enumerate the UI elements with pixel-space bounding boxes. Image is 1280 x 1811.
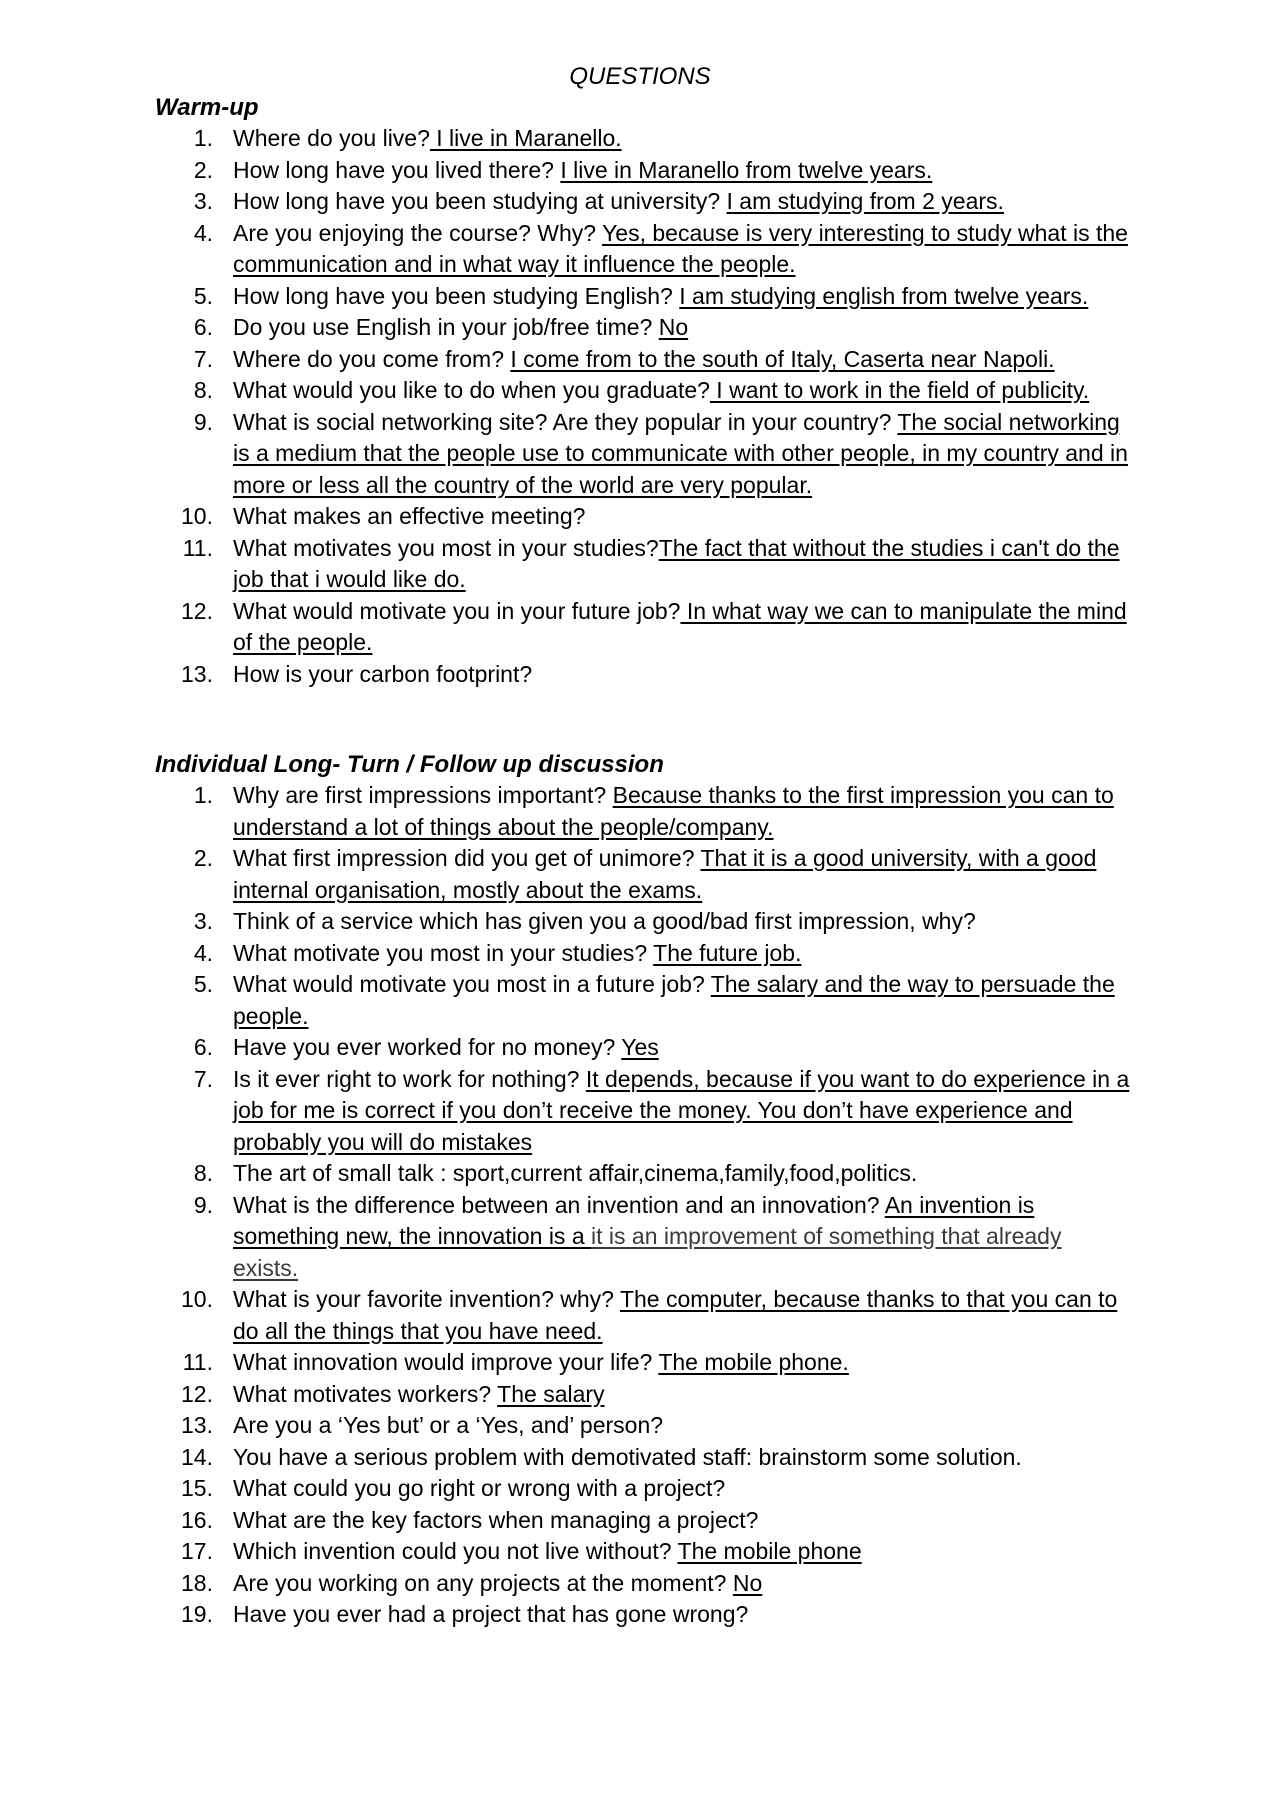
question-number: 8. xyxy=(193,377,213,403)
question-text: Think of a service which has given you a good/bad first impression, why? xyxy=(233,908,976,934)
question-text: Are you a ‘Yes but’ or a ‘Yes, and’ person? xyxy=(233,1412,664,1438)
question-number: 5. xyxy=(193,282,213,309)
question-number: 2. xyxy=(193,156,213,183)
warmup-question-list xyxy=(0,123,1280,690)
question-number: 13. xyxy=(181,1412,213,1438)
question-number: 13. xyxy=(181,660,213,687)
longturn-heading: Individual Long- Turn / Follow up discussion xyxy=(155,751,664,778)
question-number: 4. xyxy=(193,219,213,246)
question-item xyxy=(0,780,1133,843)
question-number: 14. xyxy=(181,1443,213,1470)
answer-text: Because thanks to the first impression you can to understand a lot of things about the people/company. xyxy=(233,782,1114,840)
question-text: The art of small talk : sport,current affair,cinema,family,food,politics. xyxy=(233,1160,918,1186)
answer-text: I want to work in the field of publicity. xyxy=(709,377,1090,403)
answer-text: I live in Maranello. xyxy=(429,125,622,151)
question-text: What motivate you most in your studies? xyxy=(233,939,654,966)
question-item xyxy=(0,1505,1133,1537)
question-text: Have you ever worked for no money? xyxy=(233,1034,622,1060)
answer-text: The salary and the way to persuade the people. xyxy=(233,971,1115,1029)
answer-text: I live in Maranello from twelve years. xyxy=(560,156,933,183)
question-number: 10. xyxy=(181,1286,213,1312)
question-number: 7. xyxy=(193,345,213,372)
answer-text: No xyxy=(732,1569,763,1596)
question-item xyxy=(0,1379,1133,1411)
question-item xyxy=(0,312,1133,344)
question-item xyxy=(0,501,1133,533)
question-number: 10. xyxy=(181,503,213,529)
question-text: Where do you come from? xyxy=(233,345,511,372)
question-item xyxy=(0,1568,1133,1600)
answer-text: I am studying english from twelve years. xyxy=(679,282,1089,309)
question-number: 3. xyxy=(193,188,213,214)
question-item xyxy=(0,1158,1133,1190)
question-text: What innovation would improve your life? xyxy=(233,1349,659,1375)
question-item xyxy=(0,1032,1133,1064)
question-item xyxy=(0,1536,1133,1568)
question-number: 7. xyxy=(193,1065,213,1092)
warmup-heading: Warm-up xyxy=(155,94,259,121)
question-item xyxy=(0,969,1133,1032)
question-item xyxy=(0,155,1133,187)
question-item xyxy=(0,281,1133,313)
answer-text: That it is a good university, with a good internal organisation, mostly about the exams. xyxy=(233,845,1097,903)
question-item xyxy=(0,1473,1133,1505)
answer-text: The future job. xyxy=(653,939,802,966)
question-number: 9. xyxy=(193,408,213,435)
question-number: 2. xyxy=(193,845,213,871)
answer-text: The social networking is a medium that the people use to communicate with other people, in my country and in more or less all the country of the world are very popular. xyxy=(233,408,1128,498)
question-text: What would motivate you in your future job? xyxy=(233,597,681,624)
question-item xyxy=(0,533,1133,596)
question-text: How long have you been studying at university? xyxy=(233,188,727,214)
question-number: 1. xyxy=(193,782,213,808)
question-text: Are you working on any projects at the moment? xyxy=(233,1569,733,1596)
question-item xyxy=(0,344,1133,376)
question-number: 15. xyxy=(181,1475,213,1501)
question-number: 12. xyxy=(181,597,213,624)
question-item xyxy=(0,659,1133,691)
answer-text: No xyxy=(658,314,689,340)
question-text: How long have you lived there? xyxy=(233,156,561,183)
question-item xyxy=(0,1064,1133,1159)
question-text: Which invention could you not live without? xyxy=(233,1538,678,1564)
answer-text: In what way we can to manipulate the mind of the people. xyxy=(233,597,1127,655)
question-item xyxy=(0,843,1133,906)
question-number: 5. xyxy=(193,971,213,997)
question-item xyxy=(0,1599,1133,1631)
question-text: How long have you been studying English? xyxy=(233,282,680,309)
question-number: 16. xyxy=(181,1506,213,1533)
question-text: What could you go right or wrong with a project? xyxy=(233,1475,726,1501)
question-number: 8. xyxy=(193,1160,213,1186)
question-number: 18. xyxy=(181,1569,213,1596)
document-title: QUESTIONS xyxy=(569,63,711,90)
question-text: What is the difference between an invention and an innovation? xyxy=(233,1191,885,1218)
question-text: What is social networking site? Are they popular in your country? xyxy=(233,408,898,435)
question-number: 6. xyxy=(193,1034,213,1060)
question-item xyxy=(0,407,1133,502)
question-text: Where do you live? xyxy=(233,125,430,151)
question-item xyxy=(0,938,1133,970)
longturn-question-list xyxy=(0,780,1280,1631)
question-text: What motivates workers? xyxy=(233,1380,498,1407)
question-text: Do you use English in your job/free time? xyxy=(233,314,659,340)
answer-text: The fact that without the studies i can't do the job that i would like do. xyxy=(233,534,1120,592)
question-number: 17. xyxy=(181,1538,213,1564)
question-text: What is your favorite invention? why? xyxy=(233,1286,620,1312)
question-text: What would motivate you most in a future job? xyxy=(233,971,711,997)
answer-text: I am studying from 2 years. xyxy=(726,188,1004,214)
question-number: 3. xyxy=(193,908,213,934)
question-number: 6. xyxy=(193,314,213,340)
question-item xyxy=(0,1347,1133,1379)
answer-text: The mobile phone xyxy=(677,1538,862,1564)
question-text: Why are first impressions important? xyxy=(233,782,613,808)
answer-text: Yes, because is very interesting to study what is the communication and in what way it influence the people. xyxy=(233,219,1128,277)
question-item xyxy=(0,1284,1133,1347)
question-text: What makes an effective meeting? xyxy=(233,503,586,529)
question-text: What would you like to do when you graduate? xyxy=(233,377,710,403)
question-text: What first impression did you get of unimore? xyxy=(233,845,701,871)
question-text: Have you ever had a project that has gone wrong? xyxy=(233,1601,749,1627)
answer-text: Yes xyxy=(621,1034,659,1060)
question-item xyxy=(0,906,1133,938)
question-text: What motivates you most in your studies? xyxy=(233,534,659,561)
question-number: 4. xyxy=(193,939,213,966)
question-text: How is your carbon footprint? xyxy=(233,660,533,687)
question-number: 11. xyxy=(182,1349,213,1375)
question-text: What are the key factors when managing a project? xyxy=(233,1506,759,1533)
question-item xyxy=(0,375,1133,407)
question-item xyxy=(0,1442,1133,1474)
question-item xyxy=(0,186,1133,218)
question-text: Are you enjoying the course? Why? xyxy=(233,219,603,246)
question-number: 19. xyxy=(181,1601,213,1627)
answer-text: The salary xyxy=(497,1380,605,1407)
question-text: Is it ever right to work for nothing? xyxy=(233,1065,586,1092)
answer-text: The computer, because thanks to that you can to do all the things that you have need. xyxy=(233,1286,1118,1344)
question-number: 1. xyxy=(193,125,213,151)
question-number: 11. xyxy=(182,534,213,561)
answer-text: It depends, because if you want to do experience in a job for me is correct if you don’t receive the money. You don’t have experience and probably you will do mistakes xyxy=(233,1065,1130,1155)
question-item xyxy=(0,1190,1133,1285)
question-item xyxy=(0,1410,1133,1442)
question-item xyxy=(0,596,1133,659)
question-text: You have a serious problem with demotivated staff: brainstorm some solution. xyxy=(233,1443,1022,1470)
question-item xyxy=(0,218,1133,281)
question-number: 12. xyxy=(181,1380,213,1407)
answer-text-continued: it is an improvement of something that already exists. xyxy=(233,1223,1062,1281)
answer-text: I come from to the south of Italy, Caserta near Napoli. xyxy=(510,345,1055,372)
answer-text: An invention is something new, the innovation is a xyxy=(233,1191,1035,1249)
question-number: 9. xyxy=(193,1191,213,1218)
answer-text: The mobile phone. xyxy=(658,1349,849,1375)
question-item xyxy=(0,123,1133,155)
